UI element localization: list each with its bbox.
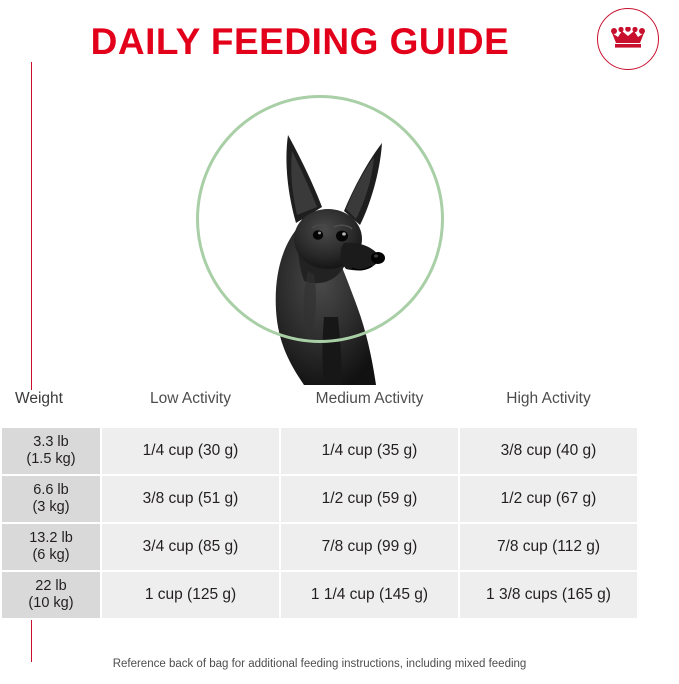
page-title: DAILY FEEDING GUIDE bbox=[90, 21, 510, 62]
photo-ring bbox=[196, 95, 444, 343]
weight-lb: 3.3 lb bbox=[33, 434, 69, 451]
weight-lb: 13.2 lb bbox=[29, 530, 73, 547]
column-header-medium-activity: Medium Activity bbox=[280, 390, 459, 427]
weight-kg: (1.5 kg) bbox=[26, 451, 76, 467]
column-header-weight: Weight bbox=[1, 390, 101, 427]
low-activity-cell: 3/8 cup (51 g) bbox=[101, 475, 280, 523]
table-row bbox=[1, 475, 638, 523]
royal-crown-icon bbox=[610, 27, 646, 51]
column-header-low-activity: Low Activity bbox=[101, 390, 280, 427]
weight-cell bbox=[1, 571, 101, 619]
weight-kg: (3 kg) bbox=[32, 499, 70, 515]
weight-kg: (10 kg) bbox=[28, 595, 74, 611]
footnote: Reference back of bag for additional feeding instructions, including mixed feeding bbox=[112, 658, 527, 670]
low-activity-cell: 1 cup (125 g) bbox=[101, 571, 280, 619]
medium-activity-cell: 1 1/4 cup (145 g) bbox=[280, 571, 459, 619]
table-row bbox=[1, 523, 638, 571]
low-activity-cell: 3/4 cup (85 g) bbox=[101, 523, 280, 571]
weight-cell bbox=[1, 523, 101, 571]
column-header-high-activity: High Activity bbox=[459, 390, 638, 427]
medium-activity-cell: 1/2 cup (59 g) bbox=[280, 475, 459, 523]
medium-activity-cell: 1/4 cup (35 g) bbox=[280, 427, 459, 475]
low-activity-cell: 1/4 cup (30 g) bbox=[101, 427, 280, 475]
brand-mark bbox=[597, 8, 661, 72]
weight-cell bbox=[1, 427, 101, 475]
weight-lb: 6.6 lb bbox=[33, 482, 69, 499]
medium-activity-cell: 7/8 cup (99 g) bbox=[280, 523, 459, 571]
high-activity-cell: 7/8 cup (112 g) bbox=[459, 523, 638, 571]
high-activity-cell: 3/8 cup (40 g) bbox=[459, 427, 638, 475]
table-row bbox=[1, 571, 638, 619]
weight-kg: (6 kg) bbox=[32, 547, 70, 563]
weight-lb: 22 lb bbox=[35, 578, 67, 595]
table-header-row bbox=[1, 390, 638, 427]
feeding-guide-table bbox=[0, 390, 639, 620]
high-activity-cell: 1 3/8 cups (165 g) bbox=[459, 571, 638, 619]
weight-cell bbox=[1, 475, 101, 523]
table-row bbox=[1, 427, 638, 475]
high-activity-cell: 1/2 cup (67 g) bbox=[459, 475, 638, 523]
